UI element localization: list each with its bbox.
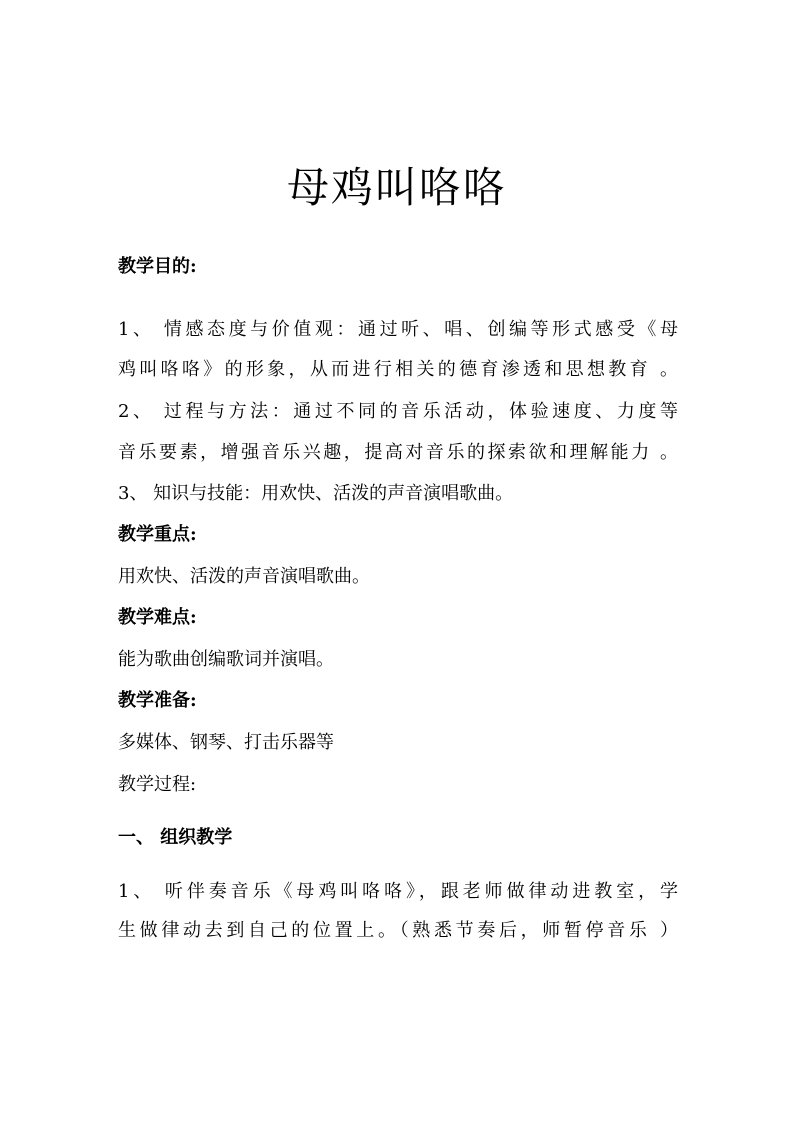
preparation-heading: 教学准备:	[118, 690, 197, 711]
preparation-text: 多媒体、钢琴、打击乐器等	[118, 732, 334, 753]
objectives-heading: 教学目的:	[118, 256, 197, 277]
objective-1-line-2: 鸡叫咯咯》的形象，从而进行相关的德育渗透和思想教育 。	[118, 359, 678, 380]
difficulties-heading: 教学难点:	[118, 607, 197, 628]
difficulties-text: 能为歌曲创编歌词并演唱。	[118, 649, 334, 670]
key-points-text: 用欢快、活泼的声音演唱歌曲。	[118, 566, 370, 587]
objective-3: 3、 知识与技能：用欢快、活泼的声音演唱歌曲。	[118, 483, 514, 504]
objective-1-line-1: 1、 情感态度与价值观：通过听、唱、创编等形式感受《母	[118, 319, 678, 340]
key-points-heading: 教学重点:	[118, 524, 197, 545]
objective-2-line-1: 2、 过程与方法：通过不同的音乐活动，体验速度、力度等	[118, 401, 678, 422]
process-heading: 教学过程:	[118, 774, 197, 795]
step-1-line-2: 生做律动去到自己的位置上。（熟悉节奏后，师暂停音乐 ）	[118, 920, 678, 941]
document-title: 母鸡叫咯咯	[286, 163, 507, 212]
objective-2-line-2: 音乐要素，增强音乐兴趣，提高对音乐的探索欲和理解能力 。	[118, 442, 678, 463]
section-1-heading: 一、 组织教学	[118, 827, 233, 848]
step-1-line-1: 1、 听伴奏音乐《母鸡叫咯咯》，跟老师做律动进教室，学	[118, 881, 678, 902]
